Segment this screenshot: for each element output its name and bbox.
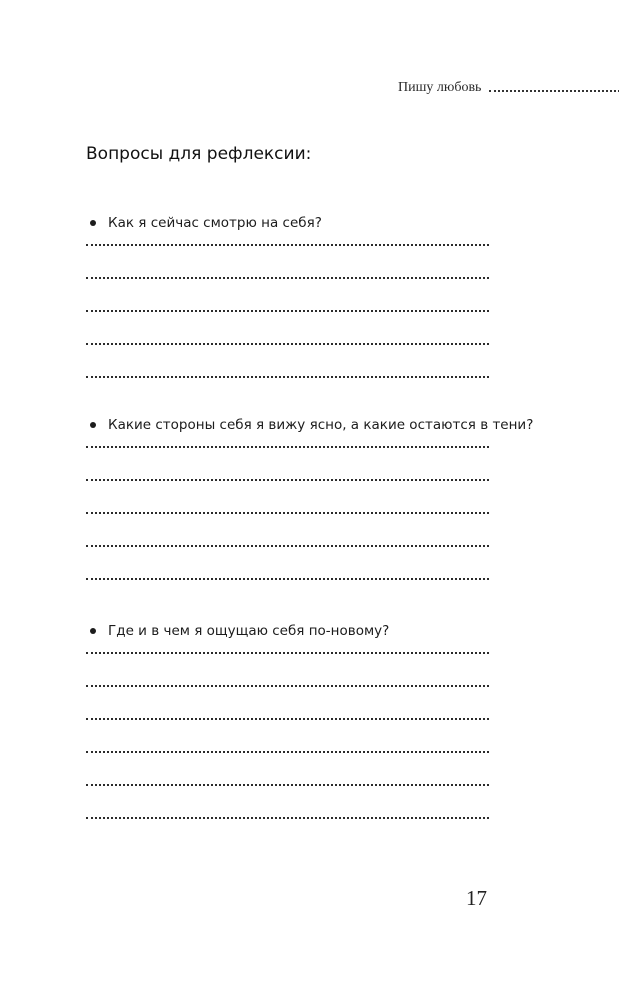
question-block-2	[86, 414, 534, 580]
question-3-text: Где и в чем я ощущаю себя по-новому?	[108, 623, 390, 639]
answer-line[interactable]	[86, 753, 489, 786]
bullet-icon	[90, 628, 96, 634]
page-number: 17	[466, 886, 487, 910]
question-1-text: Как я сейчас смотрю на себя?	[108, 215, 322, 231]
question-2	[86, 414, 534, 436]
section-title: Вопросы для рефлексии:	[86, 144, 312, 164]
running-title-dotted-leader	[489, 90, 619, 92]
answer-line[interactable]	[86, 642, 489, 654]
running-title: Пишу любовь	[398, 80, 482, 95]
answer-line[interactable]	[86, 687, 489, 720]
answer-line[interactable]	[86, 246, 489, 279]
bullet-icon	[90, 422, 96, 428]
answer-line[interactable]	[86, 547, 489, 580]
answer-line[interactable]	[86, 436, 489, 448]
question-1	[86, 212, 489, 234]
question-block-3	[86, 620, 489, 819]
answer-line[interactable]	[86, 654, 489, 687]
question-2-text: Какие стороны себя я вижу ясно, а какие остаются в тени?	[108, 417, 534, 433]
answer-line[interactable]	[86, 481, 489, 514]
bullet-icon	[90, 220, 96, 226]
answer-line[interactable]	[86, 514, 489, 547]
answer-line[interactable]	[86, 279, 489, 312]
answer-line[interactable]	[86, 720, 489, 753]
running-header	[398, 76, 619, 96]
answer-line[interactable]	[86, 234, 489, 246]
answer-line[interactable]	[86, 786, 489, 819]
question-block-1	[86, 212, 489, 378]
answer-line[interactable]	[86, 448, 489, 481]
answer-line[interactable]	[86, 312, 489, 345]
answer-line[interactable]	[86, 345, 489, 378]
question-3	[86, 620, 489, 642]
